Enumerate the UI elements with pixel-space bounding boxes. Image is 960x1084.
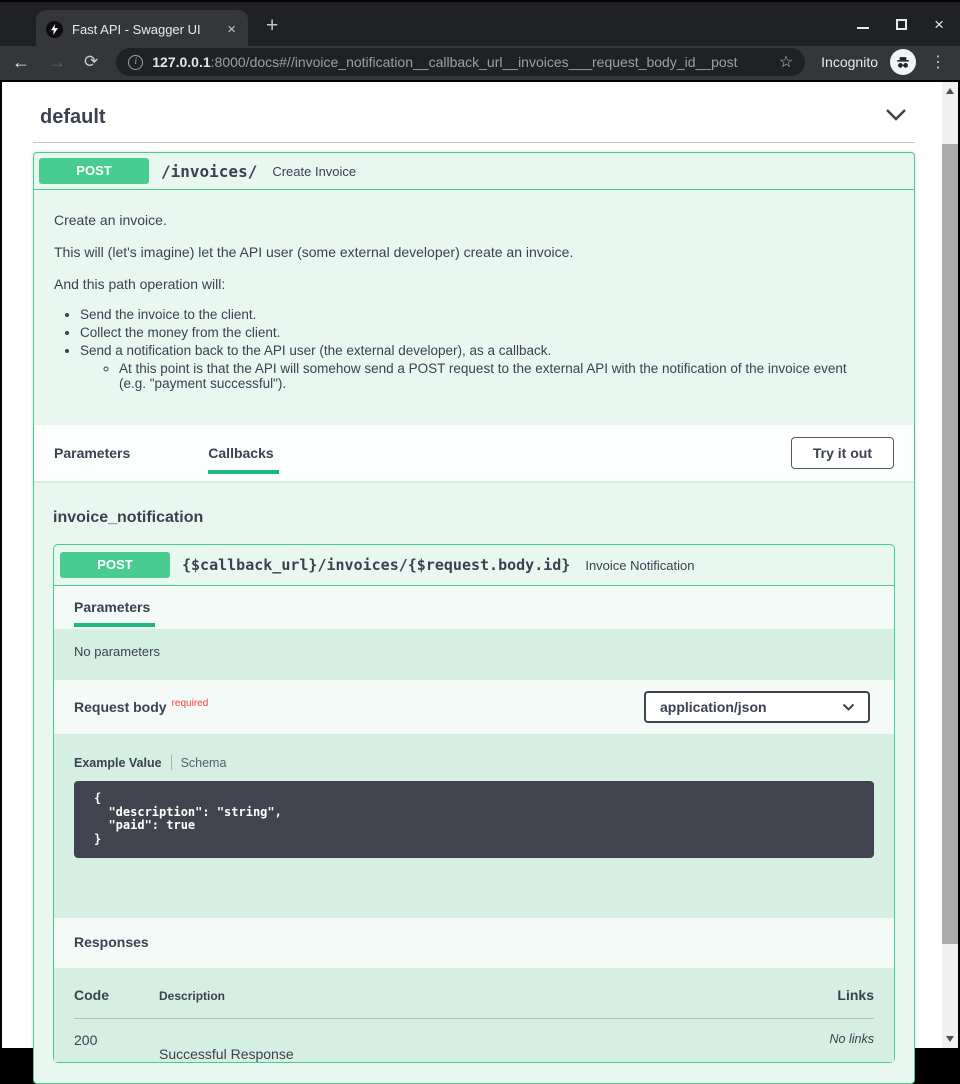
column-code: Code [74,987,109,1004]
code-line: "description": "string", [94,804,282,819]
list-item-text: Send a notification back to the API user (the external developer), as a callback. [80,342,552,358]
browser-chrome [0,0,960,80]
responses-table-header [74,987,874,1003]
callback-parameters-tab-bar [54,586,894,629]
incognito-icon [890,49,916,75]
response-description: Successful Response [159,1046,294,1063]
scroll-up-icon[interactable] [946,88,954,94]
list-item [80,344,869,392]
column-description: Description [159,989,226,1004]
tab-close-icon[interactable]: × [227,20,236,38]
callback-name: invoice_notification [53,509,204,527]
scroll-down-icon[interactable] [946,1036,954,1042]
responses-table [54,968,894,1062]
url-path: :8000/docs#//invoice_notification__callback_url__invoices___request_body_id__post [210,54,738,70]
description-list [54,308,869,392]
page-title: default [40,106,106,128]
code-line: } [94,831,102,846]
minimize-icon[interactable] [857,27,869,29]
description-paragraph: Create an invoice. [54,212,167,228]
example-tabs [74,755,874,770]
browser-menu-icon[interactable]: ⋮ [930,54,946,71]
callback-path: {$callback_url}/invoices/{$request.body.id} [182,556,571,575]
swagger-content [2,82,942,1063]
tab-schema[interactable]: Schema [180,755,227,770]
responses-header [54,918,894,968]
reload-icon[interactable]: ⟳ [84,52,99,71]
no-parameters-row [54,629,894,680]
example-section [54,734,894,918]
scrollbar[interactable] [942,82,958,1048]
code-line: "paid": true [94,818,196,833]
callback-opblock [53,544,895,1063]
request-body-header [54,680,894,734]
tab-strip [0,0,960,46]
bookmark-star-icon[interactable]: ☆ [778,54,794,71]
forward-icon[interactable]: → [48,52,66,72]
browser-tab[interactable] [36,10,248,48]
example-code-block[interactable] [74,781,874,858]
code-line: { [94,791,102,806]
browser-toolbar [0,46,960,80]
url-text[interactable] [152,54,771,70]
operation-summary: Create Invoice [272,163,357,179]
description-paragraph: And this path operation will: [54,276,226,292]
try-it-out-button[interactable]: Try it out [791,437,894,469]
address-bar[interactable] [116,48,805,76]
new-tab-button[interactable]: + [266,14,279,37]
maximize-icon[interactable] [896,19,907,30]
post-method-badge: POST [39,158,149,184]
response-code: 200 [74,1032,98,1049]
chevron-down-icon[interactable] [885,108,907,127]
window-controls [857,15,944,33]
list-item: • Collect the money from the client. [80,326,869,340]
tab-parameters[interactable]: Parameters [54,445,131,462]
post-invoices-opblock [33,152,915,1084]
incognito-label: Incognito [821,54,878,70]
list-item: • Send the invoice to the client. [80,308,869,322]
description-sublist [80,362,869,392]
tab-title: Fast API - Swagger UI [72,21,201,37]
section-divider [33,142,915,143]
table-row [74,1019,874,1062]
opblock-summary[interactable] [34,153,914,190]
page-info-icon[interactable]: i [128,55,143,70]
operation-description [34,190,914,425]
content-type-value: application/json [660,699,767,716]
list-item: ◦ At this point is that the API will somehow send a POST request to the external API with the notification of the invoice event (e.g. "payment successful"). [119,362,869,392]
content-type-select[interactable] [644,691,870,723]
back-icon[interactable]: ← [12,52,30,72]
callbacks-section [34,481,914,1083]
no-parameters-text: No parameters [74,644,160,660]
tab-parameters[interactable]: Parameters [74,599,151,616]
operation-tab-bar [34,425,914,481]
request-body-label-text: Request body [74,699,167,716]
chevron-down-icon [842,703,855,711]
column-links: Links [837,987,874,1004]
callback-opblock-summary[interactable] [54,545,894,586]
request-body-label [74,699,208,715]
tab-callbacks[interactable]: Callbacks [208,445,274,462]
required-badge: required [171,698,209,710]
default-section-header[interactable] [33,106,915,129]
tab-example-value[interactable]: Example Value [74,755,162,770]
tab-separator [171,755,172,770]
window-close-icon[interactable]: × [934,14,944,34]
callback-summary: Invoice Notification [585,557,695,573]
description-paragraph: This will (let's imagine) let the API user (some external developer) create an invoice. [54,244,574,260]
post-method-badge: POST [60,552,170,578]
url-host: 127.0.0.1 [152,54,211,70]
scrollbar-thumb[interactable] [942,144,958,944]
responses-title: Responses [74,934,149,951]
swagger-page [2,82,958,1063]
fastapi-favicon-icon [46,21,63,38]
response-links: No links [829,1032,874,1047]
operation-path: /invoices/ [161,161,258,181]
